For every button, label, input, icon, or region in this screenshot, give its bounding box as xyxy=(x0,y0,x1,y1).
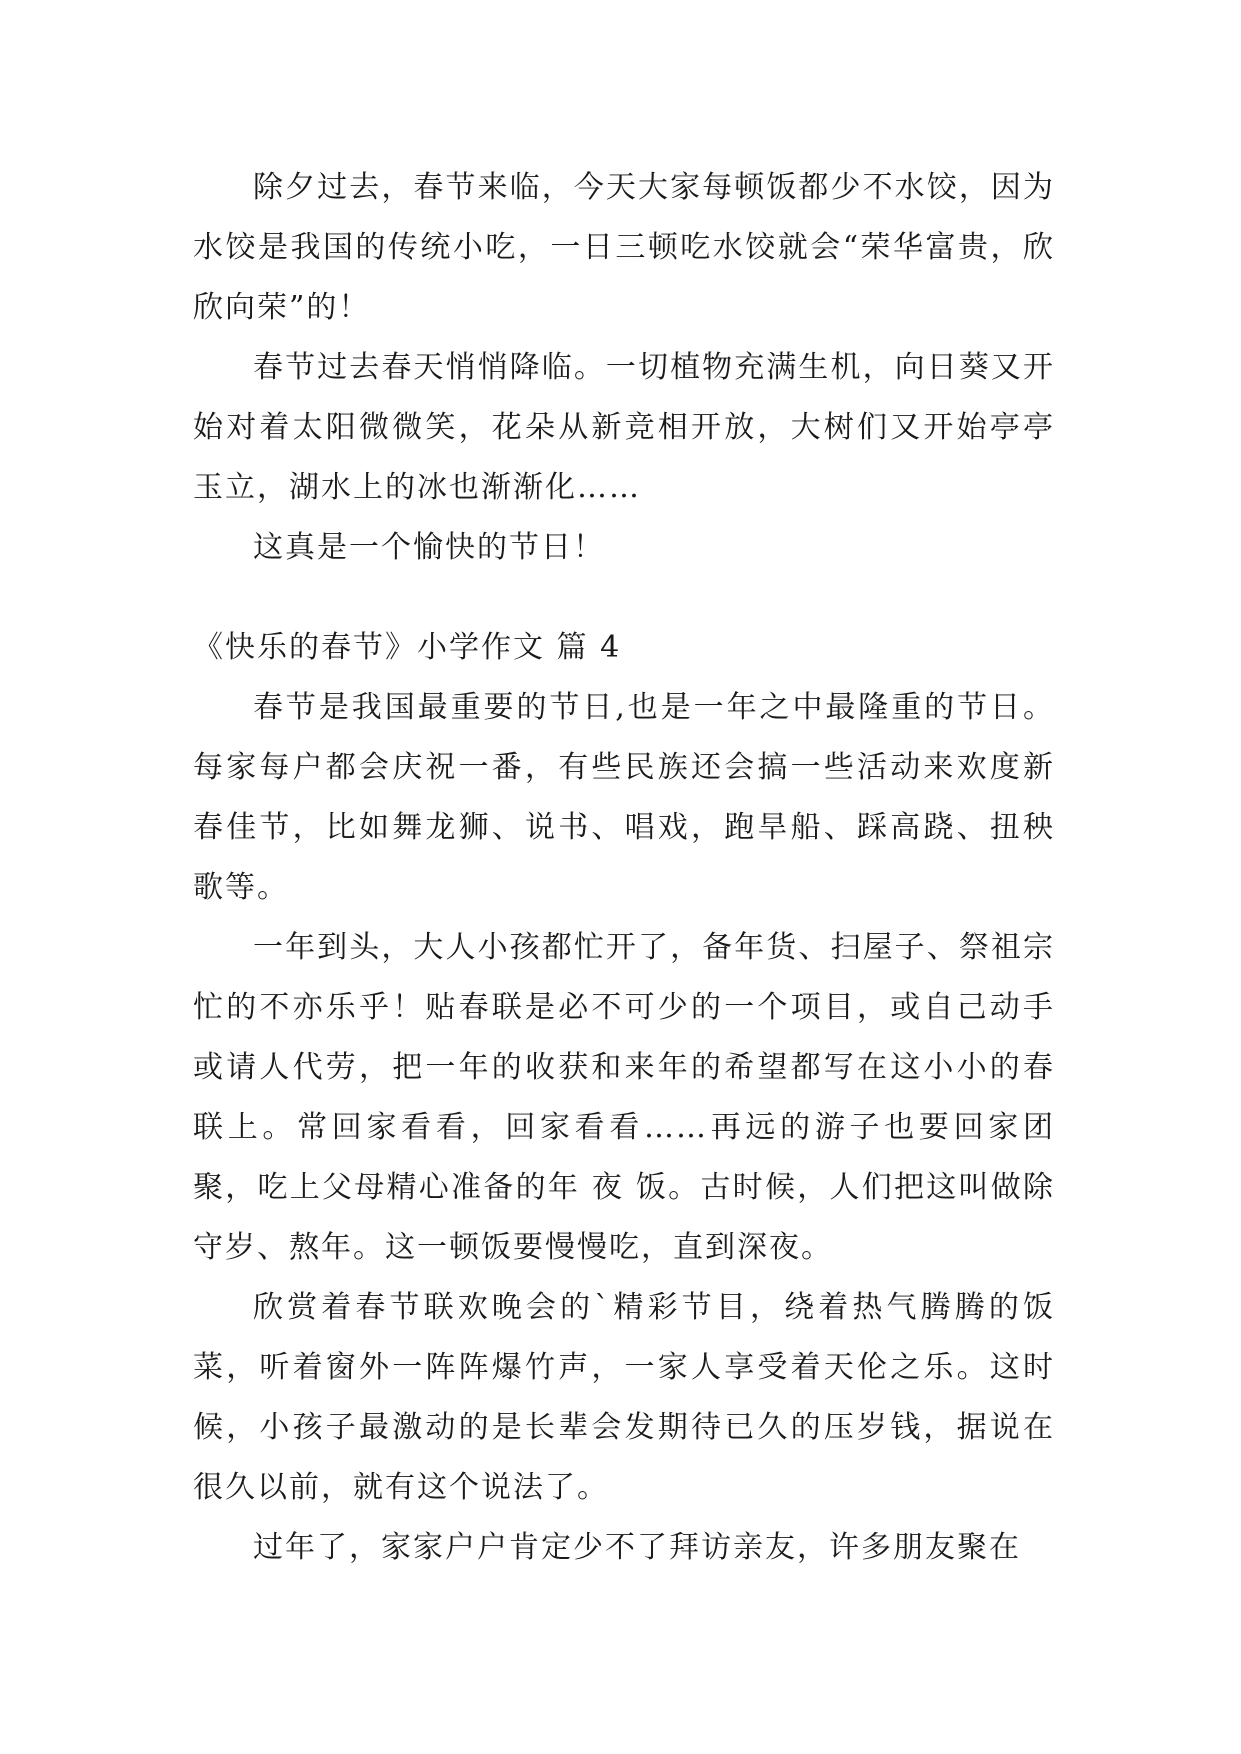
paragraph: 春节是我国最重要的节日,也是一年之中最隆重的节日。每家每户都会庆祝一番，有些民族还会搞一些活动来欢度新春佳节，比如舞龙狮、说书、唱戏，跑旱船、踩高跷、扭秧歌等。 xyxy=(193,690,1055,905)
paragraph: 一年到头，大人小孩都忙开了，备年货、扫屋子、祭祖宗忙的不亦乐乎！贴春联是必不可少的一个项目，或自己动手或请人代劳，把一年的收获和来年的希望都写在这小小的春联上。常回家看看，回家看看……再远的游子也要回家团聚，吃上父母精心准备的年 夜 饭。古时候，人们把这叫做除守岁、熬年。这一顿饭要慢慢吃，直到深夜。 xyxy=(193,930,1055,1265)
paragraph: 春节过去春天悄悄降临。一切植物充满生机，向日葵又开始对着太阳微微笑，花朵从新竞相开放，大树们又开始亭亭玉立，湖水上的冰也渐渐化…… xyxy=(193,350,1055,505)
paragraph: 欣赏着春节联欢晚会的`精彩节目，绕着热气腾腾的饭菜，听着窗外一阵阵爆竹声，一家人享受着天伦之乐。这时候，小孩子最激动的是长辈会发期待已久的压岁钱，据说在很久以前，就有这个说法了。 xyxy=(193,1290,1055,1505)
paragraph: 过年了，家家户户肯定少不了拜访亲友，许多朋友聚在 xyxy=(253,1530,1021,1565)
section-spacer xyxy=(193,578,1055,618)
section-title: 《快乐的春节》小学作文 篇 4 xyxy=(193,630,622,665)
paragraph: 除夕过去，春节来临，今天大家每顿饭都少不水饺，因为水饺是我国的传统小吃，一日三顿吃水饺就会“荣华富贵，欣欣向荣”的！ xyxy=(193,170,1055,325)
paragraph: 这真是一个愉快的节日！ xyxy=(253,530,605,565)
document-page xyxy=(193,158,1055,1578)
